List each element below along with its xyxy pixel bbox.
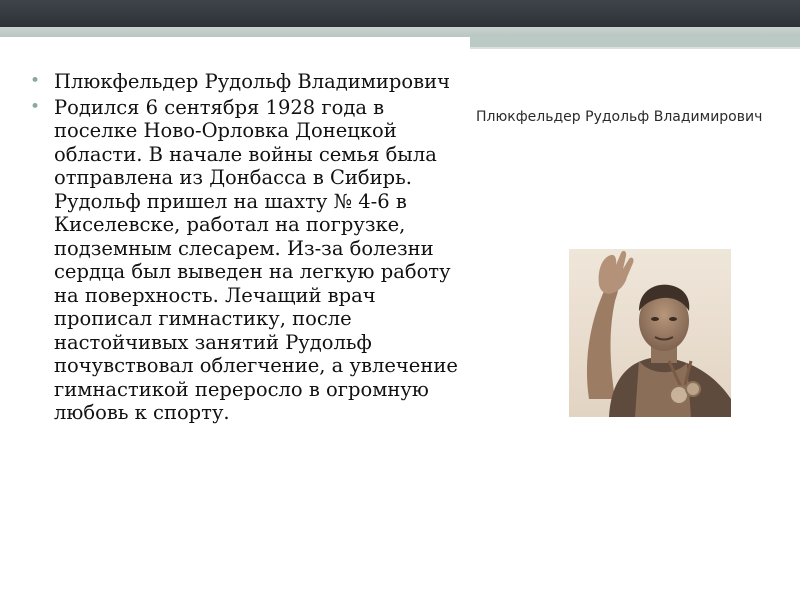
slide-top-bar [0, 0, 800, 27]
bullet-text: Родился 6 сентября 1928 года в поселке Ново-Орловка Донецкой области. В начале войны семья была отправлена из Донбасса в Сибирь. Рудольф пришел на шахту № 4-6 в Киселевске, работал на погрузке, подземным слесарем. Из-за болезни сердца был выведен на легкую работу на поверхность. Лечащий врач прописал гимнастику, после настойчивых занятий Рудольф почувствовал облегчение, а увлечение гимнастикой переросло в огромную любовь к спорту. [54, 95, 458, 424]
slide-body-list [30, 70, 460, 427]
bullet-item-name [30, 70, 460, 94]
slide-accent-line [470, 47, 800, 49]
slide-accent-stripe-right [470, 37, 800, 47]
bullet-text: Плюкфельдер Рудольф Владимирович [54, 70, 450, 93]
bullet-item-biography [30, 96, 460, 425]
slide-accent-stripe [0, 27, 800, 37]
photo-caption: Плюкфельдер Рудольф Владимирович [476, 109, 763, 125]
portrait-photo [569, 249, 731, 417]
portrait-photo-image [569, 249, 731, 417]
bullet-marker-icon: • [30, 96, 41, 117]
bullet-marker-icon: • [30, 71, 41, 91]
